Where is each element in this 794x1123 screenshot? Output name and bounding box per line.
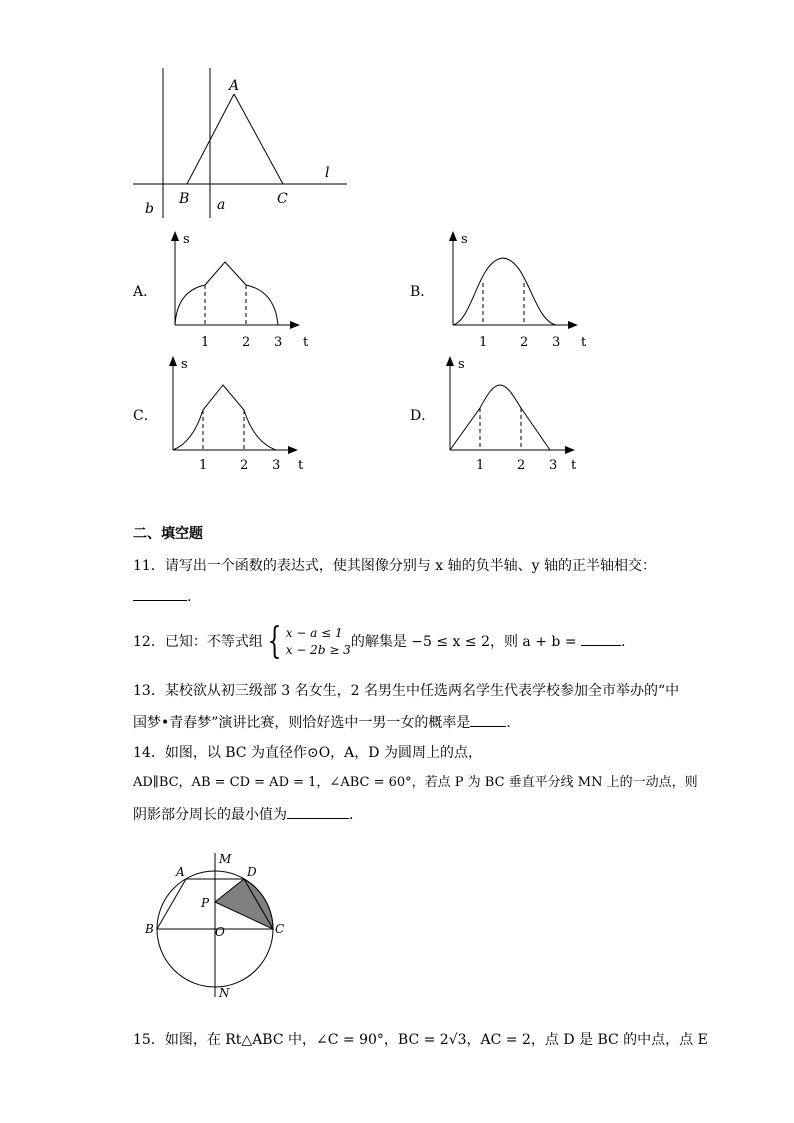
axis-t: t <box>581 335 587 350</box>
curve <box>450 385 550 450</box>
q12-middle: 的解集是 −5 ≤ x ≤ 2，则 a + b = <box>350 634 577 650</box>
q13-line1: 13．某校欲从初三级部 3 名女生，2 名男生中任选两名学生代表学校参加全市举办的“中 <box>133 683 680 699</box>
y-arrow-icon <box>446 356 454 366</box>
label-D: D <box>247 865 257 879</box>
label-N: N <box>219 986 230 1000</box>
axis-t: t <box>303 335 309 350</box>
label-M: M <box>219 852 232 866</box>
label-B: B <box>179 191 190 207</box>
question-14-line3 <box>133 804 353 825</box>
axis-s: s <box>458 357 465 372</box>
q12-answer-blank[interactable] <box>581 631 621 646</box>
question-13-line2 <box>133 712 511 733</box>
label-C: C <box>275 922 285 936</box>
triangle-figure <box>125 60 355 225</box>
axis-s: s <box>461 232 468 247</box>
question-11 <box>133 556 656 576</box>
q12-prefix: 12．已知：不等式组 <box>133 634 263 650</box>
question-13 <box>133 681 679 701</box>
q12-eq2: x − 2b ≥ 3 <box>285 643 351 657</box>
curve <box>173 385 276 450</box>
axis-t: t <box>298 458 304 473</box>
question-11-answer <box>133 586 191 607</box>
q13-end: . <box>506 715 511 731</box>
q14-line2: AD∥BC，AB = CD = AD = 1，∠ABC = 60°，若点 P 为 BC 垂直平分线 MN 上的一动点，则 <box>133 775 698 790</box>
q11-text: 11．请写出一个函数的表达式，使其图像分别与 x 轴的负半轴、y 轴的正半轴相交： <box>133 558 656 574</box>
label-C: C <box>277 191 288 207</box>
q12-system <box>286 625 351 659</box>
brace-icon: { <box>267 621 282 662</box>
tick-2: 2 <box>242 335 251 350</box>
q13-line2: 国梦•青春梦”演讲比赛，则恰好选中一男一女的概率是 <box>133 715 471 731</box>
chord-AB <box>157 879 186 929</box>
label-A: A <box>229 78 240 94</box>
x-arrow-icon <box>290 321 300 329</box>
option-label-D[interactable]: D． <box>410 408 436 424</box>
curve <box>453 258 556 325</box>
axis-s: s <box>183 232 190 247</box>
tick-3: 3 <box>552 335 561 350</box>
label-O: O <box>215 925 225 939</box>
graph-D <box>425 350 595 475</box>
option-label-A[interactable]: A． <box>133 284 158 300</box>
label-a: a <box>217 197 226 213</box>
axis-s: s <box>181 357 188 372</box>
q12-eq1: x − a ≤ 1 <box>285 626 343 640</box>
side-AC <box>234 94 283 184</box>
q11-end: . <box>187 589 192 605</box>
section-heading: 二、填空题 <box>133 526 203 542</box>
y-arrow-icon <box>169 356 177 366</box>
graph-A <box>150 225 320 350</box>
label-l: l <box>325 165 330 181</box>
question-14 <box>133 743 482 763</box>
graph-C <box>148 350 318 475</box>
tick-2: 2 <box>517 458 526 473</box>
tick-3: 3 <box>274 335 283 350</box>
x-arrow-icon <box>568 321 578 329</box>
q14-line3: 阴影部分周长的最小值为 <box>133 807 287 823</box>
option-label-B[interactable]: B． <box>410 284 435 300</box>
circle-figure <box>140 845 290 1005</box>
tick-3: 3 <box>549 458 558 473</box>
tick-1: 1 <box>199 458 208 473</box>
tick-1: 1 <box>476 458 485 473</box>
tick-2: 2 <box>520 335 529 350</box>
q14-line1: 14．如图，以 BC 为直径作⊙O，A，D 为圆周上的点， <box>133 745 482 761</box>
q12-end: . <box>621 634 626 650</box>
label-b: b <box>145 201 154 217</box>
q15-line1: 15．如图，在 Rt△ABC 中，∠C = 90°，BC = 2√3，AC = 2，点 D 是 BC 的中点，点 E <box>133 1032 708 1048</box>
question-14-line2 <box>133 773 698 793</box>
q11-answer-blank[interactable] <box>133 586 187 601</box>
label-B: B <box>145 922 154 936</box>
q13-answer-blank[interactable] <box>470 712 506 727</box>
graph-B <box>428 225 598 350</box>
curve <box>175 262 278 325</box>
y-arrow-icon <box>171 231 179 241</box>
tick-2: 2 <box>240 458 249 473</box>
option-label-C[interactable]: C． <box>133 408 158 424</box>
label-A: A <box>176 865 185 879</box>
question-15 <box>133 1030 708 1050</box>
y-arrow-icon <box>449 231 457 241</box>
tick-1: 1 <box>479 335 488 350</box>
q14-end: . <box>349 807 354 823</box>
q14-answer-blank[interactable] <box>287 804 349 819</box>
axis-t: t <box>571 458 577 473</box>
x-arrow-icon <box>565 446 575 454</box>
tick-1: 1 <box>201 335 210 350</box>
question-12 <box>133 622 625 662</box>
tick-3: 3 <box>272 458 281 473</box>
x-arrow-icon <box>288 446 298 454</box>
label-P: P <box>201 896 210 910</box>
